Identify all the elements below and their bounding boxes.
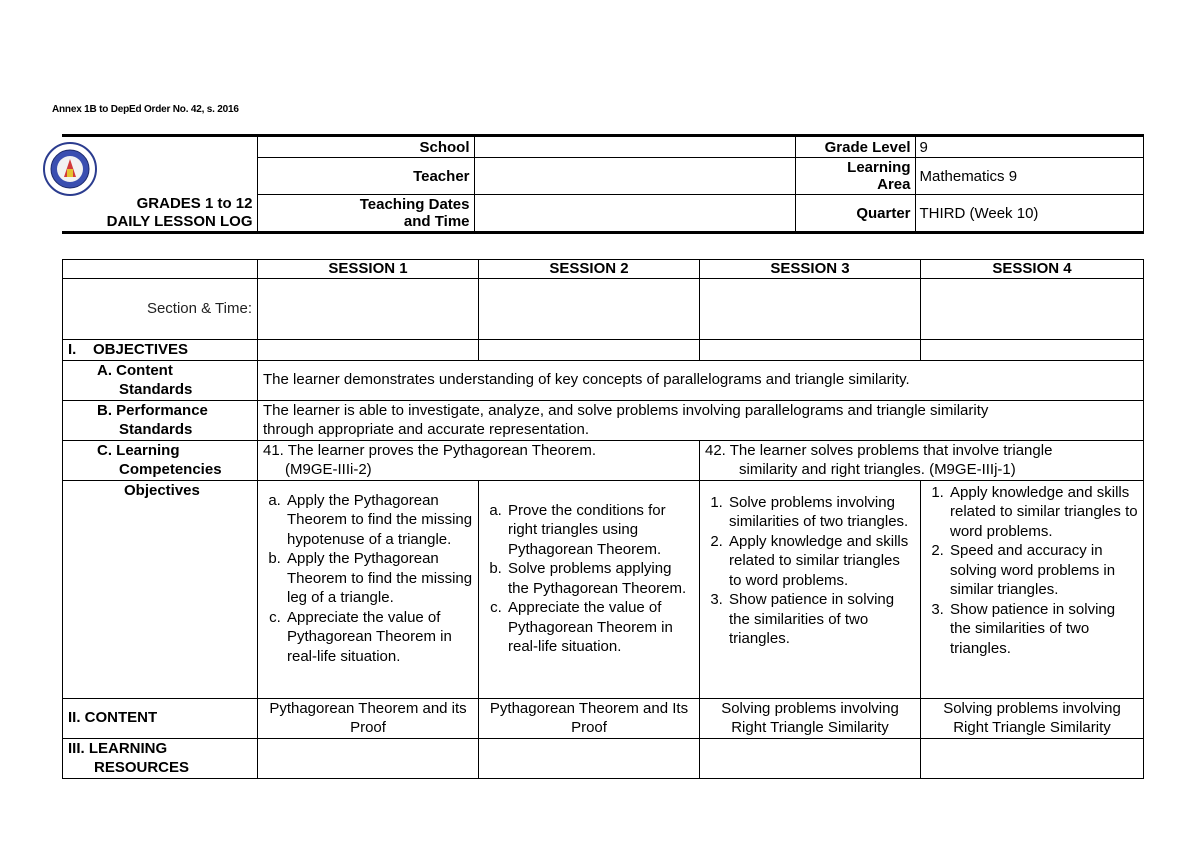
list-item: c. Appreciate the value of Pythagorean Theorem in real-life situation. — [285, 608, 473, 667]
annex-reference: Annex 1B to DepEd Order No. 42, s. 2016 — [52, 104, 239, 115]
learning-area-label-line2: Area — [877, 176, 911, 193]
objectives-s2-list — [484, 501, 694, 657]
objectives-label: Objectives — [63, 480, 258, 698]
performance-standards-label — [63, 400, 258, 440]
list-item: a. Prove the conditions for right triangles using Pythagorean Theorem. — [506, 501, 694, 560]
session-1-header: SESSION 1 — [258, 260, 479, 279]
log-title-line1: GRADES 1 to 12 — [136, 194, 253, 212]
content-s4: Solving problems involving Right Triangle Similarity — [921, 698, 1144, 738]
quarter-field[interactable]: THIRD (Week 10) — [915, 195, 1143, 233]
grade-level-label: Grade Level — [795, 136, 915, 158]
deped-seal-icon — [42, 141, 98, 197]
objectives-s4[interactable] — [921, 340, 1144, 361]
list-item: 2. Speed and accuracy in solving word problems in similar triangles. — [948, 541, 1138, 600]
competency-left — [258, 440, 700, 480]
objectives-s2[interactable] — [479, 340, 700, 361]
teacher-label: Teacher — [257, 158, 474, 195]
session-3-header: SESSION 3 — [700, 260, 921, 279]
learning-resources-label-line1: III. LEARNING — [68, 739, 168, 757]
objectives-s3[interactable] — [700, 340, 921, 361]
learning-resources-label-line2: RESOURCES — [94, 759, 190, 776]
session-2-header: SESSION 2 — [479, 260, 700, 279]
logo-cell — [62, 136, 257, 195]
content-standards-text: The learner demonstrates understanding of key concepts of parallelograms and triangle similarity. — [258, 360, 1144, 400]
performance-standards-label-line1: B. Performance — [97, 401, 208, 419]
section-time-s3[interactable] — [700, 279, 921, 340]
teaching-dates-label-line1: Teaching Dates — [359, 196, 470, 213]
learning-area-label — [795, 158, 915, 195]
performance-standards-text — [258, 400, 1144, 440]
list-item: 3. Show patience in solving the similarities of two triangles. — [948, 600, 1138, 659]
list-item: 1. Apply knowledge and skills related to similar triangles to word problems. — [948, 483, 1138, 542]
school-label: School — [257, 136, 474, 158]
objectives-s3-list — [705, 493, 915, 649]
section-time-s2[interactable] — [479, 279, 700, 340]
content-s1: Pythagorean Theorem and its Proof — [258, 698, 479, 738]
teaching-dates-label — [257, 195, 474, 233]
objectives-list-s4 — [921, 480, 1144, 698]
teacher-field[interactable] — [474, 158, 795, 195]
resources-s4[interactable] — [921, 738, 1144, 778]
performance-standards-label-line2: Standards — [119, 421, 193, 438]
section-time-s1[interactable] — [258, 279, 479, 340]
grade-level-field[interactable]: 9 — [915, 136, 1143, 158]
competency-right-line1: 42. The learner solves problems that involve triangle — [705, 441, 1053, 459]
list-item: a. Apply the Pythagorean Theorem to find the missing hypotenuse of a triangle. — [285, 491, 473, 550]
quarter-label: Quarter — [795, 195, 915, 233]
resources-s3[interactable] — [700, 738, 921, 778]
content-label: II. CONTENT — [63, 698, 258, 738]
list-item: 2. Apply knowledge and skills related to similar triangles to word problems. — [727, 532, 915, 591]
competency-left-line1: 41. The learner proves the Pythagorean Theorem. — [263, 441, 596, 459]
content-standards-label — [63, 360, 258, 400]
competency-right-line2: similarity and right triangles. (M9GE-IIIj-1) — [739, 461, 1016, 478]
teaching-dates-field[interactable] — [474, 195, 795, 233]
objectives-list-s1 — [258, 480, 479, 698]
resources-s1[interactable] — [258, 738, 479, 778]
learning-competencies-label-line2: Competencies — [119, 461, 222, 478]
list-item: 3. Show patience in solving the similarities of two triangles. — [727, 590, 915, 649]
content-s3: Solving problems involving Right Triangle Similarity — [700, 698, 921, 738]
school-field[interactable] — [474, 136, 795, 158]
objectives-s1-list — [263, 491, 473, 667]
log-title-line2: DAILY LESSON LOG — [106, 212, 253, 230]
list-item: 1. Solve problems involving similarities of two triangles. — [727, 493, 915, 532]
learning-area-label-line1: Learning — [847, 159, 911, 176]
learning-competencies-label — [63, 440, 258, 480]
list-item: c. Appreciate the value of Pythagorean Theorem in real-life situation. — [506, 598, 694, 657]
learning-area-field[interactable]: Mathematics 9 — [915, 158, 1143, 195]
list-item: b. Solve problems applying the Pythagorean Theorem. — [506, 559, 694, 598]
session-4-header: SESSION 4 — [921, 260, 1144, 279]
learning-resources-label — [63, 738, 258, 778]
teaching-dates-label-line2: and Time — [403, 213, 470, 230]
lesson-log-table — [62, 259, 1144, 779]
log-title — [62, 195, 257, 233]
objectives-s4-list — [926, 483, 1138, 659]
objectives-list-s3 — [700, 480, 921, 698]
corner-cell — [63, 260, 258, 279]
content-standards-label-line1: A. Content — [97, 361, 173, 379]
list-item: b. Apply the Pythagorean Theorem to find the missing leg of a triangle. — [285, 549, 473, 608]
competency-left-line2: (M9GE-IIIi-2) — [285, 461, 372, 478]
performance-standards-text-line1: The learner is able to investigate, analyze, and solve problems involving parallelograms and triangle similarity — [263, 401, 989, 419]
learning-competencies-label-line1: C. Learning — [97, 441, 180, 459]
performance-standards-text-line2: through appropriate and accurate representation. — [263, 421, 590, 438]
section-time-s4[interactable] — [921, 279, 1144, 340]
objectives-heading: I. OBJECTIVES — [63, 340, 258, 361]
content-s2: Pythagorean Theorem and Its Proof — [479, 698, 700, 738]
resources-s2[interactable] — [479, 738, 700, 778]
content-standards-label-line2: Standards — [119, 381, 193, 398]
objectives-s1[interactable] — [258, 340, 479, 361]
header-table — [62, 134, 1144, 234]
objectives-list-s2 — [479, 480, 700, 698]
competency-right — [700, 440, 1144, 480]
section-time-label: Section & Time: — [63, 279, 258, 340]
